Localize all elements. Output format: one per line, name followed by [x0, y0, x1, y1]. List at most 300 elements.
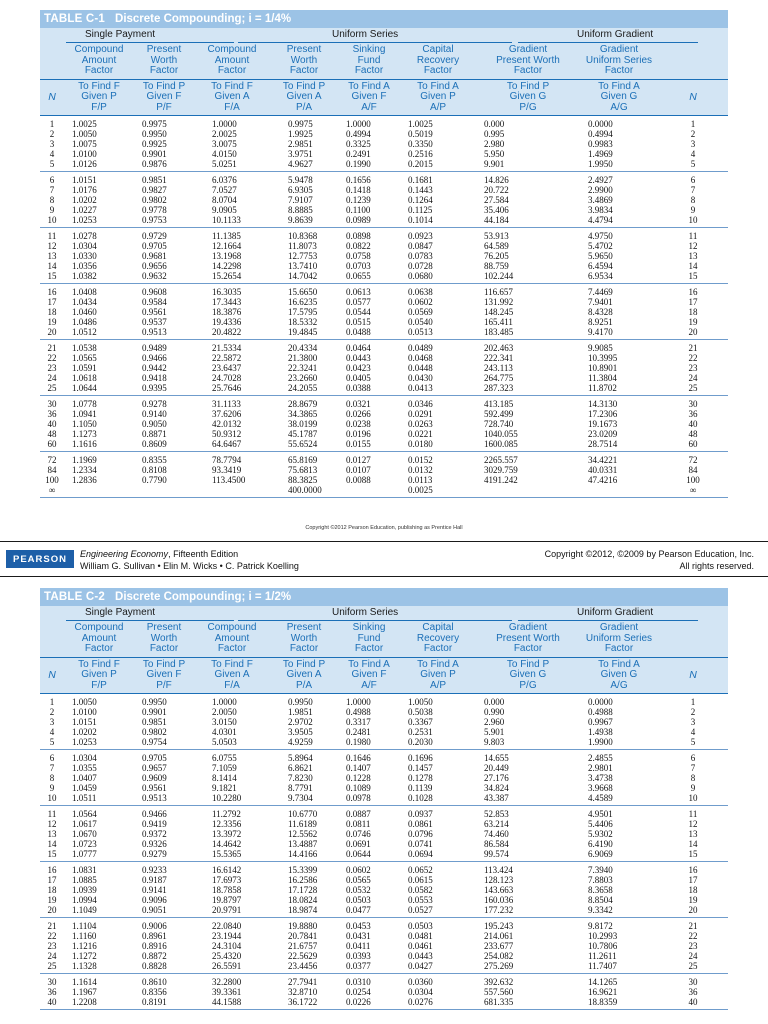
factor-cell: 0.0613: [346, 287, 371, 297]
factor-cell: 1.1969: [72, 455, 97, 465]
period-cell: 25: [47, 383, 57, 393]
factor-cell: 7.3940: [588, 865, 613, 875]
factor-cell: 0.9489: [142, 343, 167, 353]
factor-cell: 0.9187: [142, 875, 167, 885]
factor-cell: 0.9967: [588, 717, 613, 727]
factor-cell: 0.0488: [346, 327, 371, 337]
factor-cell: 0.0796: [408, 829, 433, 839]
factor-cell: 9.8172: [588, 921, 613, 931]
column-find: N: [48, 91, 56, 104]
factor-cell: 1.2836: [72, 475, 97, 485]
factor-cell: 9.7304: [288, 793, 313, 803]
table-row: [40, 317, 728, 327]
factor-cell: 23.6437: [212, 363, 242, 373]
factor-cell: 5.9478: [288, 175, 313, 185]
factor-cell: 1.1967: [72, 987, 97, 997]
factor-cell: 0.9950: [288, 697, 313, 707]
period-cell: 40: [688, 419, 698, 429]
factor-cell: 0.8356: [142, 987, 167, 997]
group-uniform-series: Uniform Series: [332, 607, 399, 618]
factor-cell: 7.0527: [212, 185, 237, 195]
factor-cell: 16.2586: [288, 875, 318, 885]
table-row: [40, 327, 728, 337]
factor-cell: 1.0151: [72, 717, 97, 727]
column-name: Capital Recovery Factor: [416, 44, 460, 77]
table-row: [40, 373, 728, 383]
factor-cell: 0.0582: [408, 885, 433, 895]
factor-cell: 34.3865: [288, 409, 318, 419]
factor-cell: 275.269: [484, 961, 514, 971]
factor-cell: 2.0050: [212, 707, 237, 717]
factor-cell: 0.995: [484, 129, 505, 139]
factor-cell: 27.7941: [288, 977, 318, 987]
factor-cell: 0.1239: [346, 195, 371, 205]
period-cell: 21: [47, 343, 57, 353]
factor-cell: 1.1160: [72, 931, 97, 941]
period-cell: 22: [688, 353, 698, 363]
factor-cell: 0.9395: [142, 383, 167, 393]
factor-cell: 0.1278: [408, 773, 433, 783]
period-cell: 24: [688, 951, 698, 961]
factor-cell: 13.1968: [212, 251, 242, 261]
group-divider: [66, 620, 234, 621]
table-row: [40, 737, 728, 747]
period-cell: 48: [47, 429, 57, 439]
factor-cell: 19.8880: [288, 921, 318, 931]
factor-cell: 0.1990: [346, 159, 371, 169]
table-row: [40, 997, 728, 1007]
table-row: [40, 231, 728, 241]
table-row: [40, 383, 728, 393]
factor-cell: 0.9802: [142, 195, 167, 205]
period-cell: 16: [47, 865, 57, 875]
period-cell: 14: [47, 839, 57, 849]
factor-cell: 1.0253: [72, 737, 97, 747]
factor-cell: 4.4794: [588, 215, 613, 225]
period-cell: 9: [690, 783, 696, 793]
period-cell: 22: [47, 931, 57, 941]
factor-cell: 75.6813: [288, 465, 318, 475]
factor-cell: 86.584: [484, 839, 509, 849]
factor-cell: 17.1728: [288, 885, 318, 895]
factor-cell: 0.9096: [142, 895, 167, 905]
period-cell: 10: [688, 793, 698, 803]
table-row: [40, 439, 728, 449]
factor-cell: 0.5038: [408, 707, 433, 717]
group-uniform-gradient: Uniform Gradient: [577, 607, 654, 618]
column-find: To Find A Given F A/F: [348, 658, 390, 691]
period-cell: 5: [690, 159, 696, 169]
factor-cell: 22.0840: [212, 921, 242, 931]
factor-cell: 0.0758: [346, 251, 371, 261]
factor-cell: 21.5334: [212, 343, 242, 353]
period-cell: 3: [690, 139, 696, 149]
factor-cell: 6.9069: [588, 849, 613, 859]
factor-cell: 1.0025: [408, 119, 433, 129]
factor-cell: 65.8169: [288, 455, 318, 465]
factor-cell: 19.8797: [212, 895, 242, 905]
column-name: Compound Amount Factor: [207, 44, 257, 77]
rights-text: All rights reserved.: [679, 561, 754, 571]
factor-cell: 0.0180: [408, 439, 433, 449]
factor-cell: 10.1133: [212, 215, 241, 225]
book-edition: , Fifteenth Edition: [168, 549, 239, 559]
table-title-bar: [40, 588, 728, 606]
factor-cell: 78.7794: [212, 455, 242, 465]
factor-cell: 0.0196: [346, 429, 371, 439]
period-cell: 72: [47, 455, 57, 465]
factor-cell: 0.0847: [408, 241, 433, 251]
factor-cell: 21.6757: [288, 941, 318, 951]
factor-cell: 1.9900: [588, 737, 613, 747]
factor-cell: 0.9975: [142, 119, 167, 129]
period-cell: ∞: [48, 485, 56, 495]
factor-cell: 1.1272: [72, 951, 97, 961]
column-find: To Find P Given G P/G: [506, 80, 550, 113]
factor-cell: 0.0468: [408, 353, 433, 363]
period-cell: 15: [47, 849, 57, 859]
column-find: To Find A Given G A/G: [598, 658, 640, 691]
factor-cell: 3.9668: [588, 783, 613, 793]
factor-cell: 16.6142: [212, 865, 242, 875]
period-cell: 24: [47, 951, 57, 961]
table-row: [40, 895, 728, 905]
factor-cell: 0.0238: [346, 419, 371, 429]
table-row: [40, 717, 728, 727]
factor-cell: 63.214: [484, 819, 509, 829]
factor-cell: 1.0000: [346, 697, 371, 707]
column-find: To Find F Given A F/A: [211, 658, 253, 691]
factor-cell: 202.463: [484, 343, 514, 353]
factor-cell: 36.1722: [288, 997, 318, 1007]
factor-cell: 233.677: [484, 941, 514, 951]
factor-cell: 5.9302: [588, 829, 613, 839]
period-cell: 5: [49, 159, 55, 169]
table-row: [40, 987, 728, 997]
column-find: N: [48, 669, 56, 682]
factor-cell: 5.950: [484, 149, 505, 159]
factor-cell: 6.9534: [588, 271, 613, 281]
factor-cell: 20.7841: [288, 931, 318, 941]
factor-cell: 264.775: [484, 373, 514, 383]
factor-cell: 6.0755: [212, 753, 237, 763]
factor-cell: 113.4500: [212, 475, 246, 485]
table-row: [40, 885, 728, 895]
table-row: [40, 195, 728, 205]
factor-cell: 0.0405: [346, 373, 371, 383]
period-cell: 10: [688, 215, 698, 225]
factor-cell: 0.0310: [346, 977, 371, 987]
factor-cell: 0.0461: [408, 941, 433, 951]
factor-cell: 1.0126: [72, 159, 97, 169]
factor-cell: 0.1125: [408, 205, 433, 215]
factor-cell: 1.0100: [72, 707, 97, 717]
table-body: [40, 115, 728, 498]
factor-cell: 0.0489: [408, 343, 433, 353]
factor-cell: 243.113: [484, 363, 513, 373]
factor-cell: 0.0000: [588, 119, 613, 129]
period-cell: 10: [47, 793, 57, 803]
factor-cell: 1.0994: [72, 895, 97, 905]
period-cell: 7: [49, 185, 55, 195]
period-cell: 1: [690, 119, 696, 129]
table-row: [40, 251, 728, 261]
factor-cell: 7.1059: [212, 763, 237, 773]
factor-cell: 14.2298: [212, 261, 242, 271]
table-row: [40, 829, 728, 839]
factor-cell: [134, 485, 194, 495]
factor-cell: 14.826: [484, 175, 509, 185]
factor-cell: 0.1656: [346, 175, 371, 185]
factor-cell: 0.0025: [408, 485, 433, 495]
factor-cell: 5.4406: [588, 819, 613, 829]
factor-cell: 13.4887: [288, 839, 318, 849]
factor-cell: 222.341: [484, 353, 514, 363]
table-row: [40, 175, 728, 185]
factor-cell: 17.2306: [588, 409, 618, 419]
period-cell: 48: [688, 429, 698, 439]
factor-cell: 0.9051: [142, 905, 167, 915]
factor-cell: 1.1328: [72, 961, 97, 971]
factor-cell: 0.0703: [346, 261, 371, 271]
factor-cell: 214.061: [484, 931, 514, 941]
factor-cell: 1.0075: [72, 139, 97, 149]
factor-cell: 52.853: [484, 809, 509, 819]
period-cell: 7: [690, 763, 696, 773]
period-cell: 19: [688, 895, 698, 905]
factor-cell: 287.323: [484, 383, 514, 393]
period-cell: 21: [688, 921, 698, 931]
factor-cell: 11.8073: [288, 241, 317, 251]
factor-cell: 0.9419: [142, 819, 167, 829]
table-row: [40, 727, 728, 737]
factor-cell: 11.2611: [588, 951, 617, 961]
factor-cell: 131.992: [484, 297, 514, 307]
factor-cell: 0.0453: [346, 921, 371, 931]
period-cell: 9: [49, 783, 55, 793]
factor-cell: 32.8710: [288, 987, 318, 997]
factor-cell: 1.0777: [72, 849, 97, 859]
group-divider: [518, 620, 698, 621]
factor-cell: 0.9513: [142, 327, 167, 337]
factor-cell: 99.574: [484, 849, 509, 859]
factor-cell: 1040.055: [484, 429, 518, 439]
period-cell: 4: [690, 727, 696, 737]
factor-cell: 26.5591: [212, 961, 242, 971]
factor-cell: 0.1980: [346, 737, 371, 747]
period-cell: 100: [45, 475, 59, 485]
table-row: [40, 119, 728, 129]
factor-cell: 2.4855: [588, 753, 613, 763]
period-cell: 4: [49, 149, 55, 159]
column-name: Present Worth Factor: [286, 622, 322, 655]
factor-cell: 148.245: [484, 307, 514, 317]
factor-cell: 6.9305: [288, 185, 313, 195]
factor-cell: 0.0937: [408, 809, 433, 819]
factor-cell: 0.5019: [408, 129, 433, 139]
factor-cell: 28.8679: [288, 399, 318, 409]
period-cell: 6: [690, 753, 696, 763]
factor-cell: 0.9656: [142, 261, 167, 271]
factor-cell: 25.4320: [212, 951, 242, 961]
factor-cell: 14.7042: [288, 271, 318, 281]
table-row: [40, 905, 728, 915]
factor-cell: 0.0923: [408, 231, 433, 241]
period-cell: 19: [688, 317, 698, 327]
factor-cell: 0.8191: [142, 997, 167, 1007]
factor-cell: 1.4938: [588, 727, 613, 737]
factor-cell: 0.9901: [142, 707, 167, 717]
period-cell: 21: [47, 921, 57, 931]
factor-cell: 0.9778: [142, 205, 167, 215]
period-cell: 12: [688, 819, 698, 829]
factor-cell: 0.0553: [408, 895, 433, 905]
factor-cell: 8.9251: [588, 317, 613, 327]
table-row: [40, 287, 728, 297]
factor-cell: 0.9754: [142, 737, 167, 747]
factor-cell: 0.0615: [408, 875, 433, 885]
factor-cell: 1.0000: [346, 119, 371, 129]
row-group: [40, 340, 728, 396]
factor-cell: 0.8916: [142, 941, 167, 951]
factor-cell: 3.4738: [588, 773, 613, 783]
factor-cell: 0.0532: [346, 885, 371, 895]
period-cell: 1: [49, 697, 55, 707]
factor-cell: 0.0887: [346, 809, 371, 819]
factor-cell: 18.5332: [288, 317, 318, 327]
factor-cell: 0.0443: [408, 951, 433, 961]
factor-cell: 1.0591: [72, 363, 97, 373]
factor-cell: 0.9233: [142, 865, 167, 875]
factor-cell: 0.9876: [142, 159, 167, 169]
factor-cell: 102.244: [484, 271, 514, 281]
factor-cell: 0.9418: [142, 373, 167, 383]
period-cell: 1: [49, 119, 55, 129]
factor-cell: 20.449: [484, 763, 509, 773]
factor-cell: 4.0301: [212, 727, 237, 737]
factor-cell: 1.0355: [72, 763, 97, 773]
factor-cell: 3.9834: [588, 205, 613, 215]
factor-cell: 8.8504: [588, 895, 613, 905]
factor-cell: 1.0565: [72, 353, 97, 363]
factor-cell: 143.663: [484, 885, 514, 895]
factor-cell: 1.0831: [72, 865, 97, 875]
factor-cell: 0.9006: [142, 921, 167, 931]
factor-cell: 1.0050: [408, 697, 433, 707]
column-name: Compound Amount Factor: [74, 44, 124, 77]
period-cell: 23: [47, 363, 57, 373]
factor-cell: 1.0330: [72, 251, 97, 261]
column-find: To Find A Given P A/P: [417, 80, 459, 113]
table-row: [40, 941, 728, 951]
factor-cell: 0.0263: [408, 419, 433, 429]
factor-cell: 8.0704: [212, 195, 237, 205]
factor-cell: 1.1050: [72, 419, 97, 429]
factor-cell: 0.0728: [408, 261, 433, 271]
table-header: [40, 606, 728, 693]
row-group: [40, 172, 728, 228]
factor-cell: 0.8828: [142, 961, 167, 971]
table-row: [40, 865, 728, 875]
period-cell: 20: [688, 905, 698, 915]
factor-cell: 23.1944: [212, 931, 242, 941]
factor-cell: 15.2654: [212, 271, 242, 281]
factor-cell: 0.9513: [142, 793, 167, 803]
column-find: To Find A Given F A/F: [348, 80, 390, 113]
period-cell: 15: [688, 849, 698, 859]
factor-cell: 1600.085: [484, 439, 518, 449]
column-finds-row: [40, 79, 728, 115]
period-cell: 9: [49, 205, 55, 215]
factor-cell: 0.9537: [142, 317, 167, 327]
factor-cell: 0.9372: [142, 829, 167, 839]
table-number: TABLE C-2: [44, 591, 106, 603]
factor-cell: 5.8964: [288, 753, 313, 763]
factor-cell: 0.4988: [346, 707, 371, 717]
factor-cell: 0.0569: [408, 307, 433, 317]
factor-cell: 1.0000: [212, 119, 237, 129]
period-cell: 12: [47, 241, 57, 251]
period-cell: ∞: [689, 485, 697, 495]
factor-cell: 15.6650: [288, 287, 318, 297]
table-row: [40, 931, 728, 941]
period-cell: 19: [47, 317, 57, 327]
factor-cell: 9.9085: [588, 343, 613, 353]
column-find: To Find P Given A P/A: [282, 80, 326, 113]
factor-cell: 254.082: [484, 951, 514, 961]
table-row: [40, 139, 728, 149]
factor-cell: 0.0978: [346, 793, 371, 803]
period-cell: 11: [47, 231, 57, 241]
factor-cell: 0.9279: [142, 849, 167, 859]
factor-cell: 0.0427: [408, 961, 433, 971]
table-c1: [40, 10, 728, 498]
factor-cell: 413.185: [484, 399, 514, 409]
group-header-row: [40, 28, 728, 43]
factor-cell: 0.4994: [346, 129, 371, 139]
period-cell: 40: [47, 419, 57, 429]
factor-cell: 1.0050: [72, 697, 97, 707]
factor-cell: 5.0251: [212, 159, 237, 169]
factor-cell: 0.0464: [346, 343, 371, 353]
factor-cell: 17.3443: [212, 297, 242, 307]
factor-cell: 10.8368: [288, 231, 318, 241]
factor-cell: 0.0443: [346, 353, 371, 363]
factor-cell: 6.8621: [288, 763, 313, 773]
table-header: [40, 28, 728, 115]
factor-cell: 0.0694: [408, 849, 433, 859]
group-single-payment: Single Payment: [85, 607, 156, 618]
factor-cell: 1.0434: [72, 297, 97, 307]
factor-cell: 1.0304: [72, 753, 97, 763]
period-cell: 2: [690, 707, 696, 717]
period-cell: 15: [688, 271, 698, 281]
period-cell: 4: [690, 149, 696, 159]
table-row: [40, 977, 728, 987]
column-name: Gradient Uniform Series Factor: [585, 44, 653, 77]
factor-cell: 1.0176: [72, 185, 97, 195]
period-cell: 17: [47, 875, 57, 885]
table-body: [40, 693, 728, 1010]
factor-cell: 18.9874: [288, 905, 318, 915]
factor-cell: 0.1139: [408, 783, 433, 793]
factor-cell: 1.1049: [72, 905, 97, 915]
factor-cell: 0.1696: [408, 753, 433, 763]
period-cell: 12: [688, 241, 698, 251]
column-find: To Find A Given G A/G: [598, 80, 640, 113]
table-row: [40, 849, 728, 859]
factor-cell: 0.8355: [142, 455, 167, 465]
